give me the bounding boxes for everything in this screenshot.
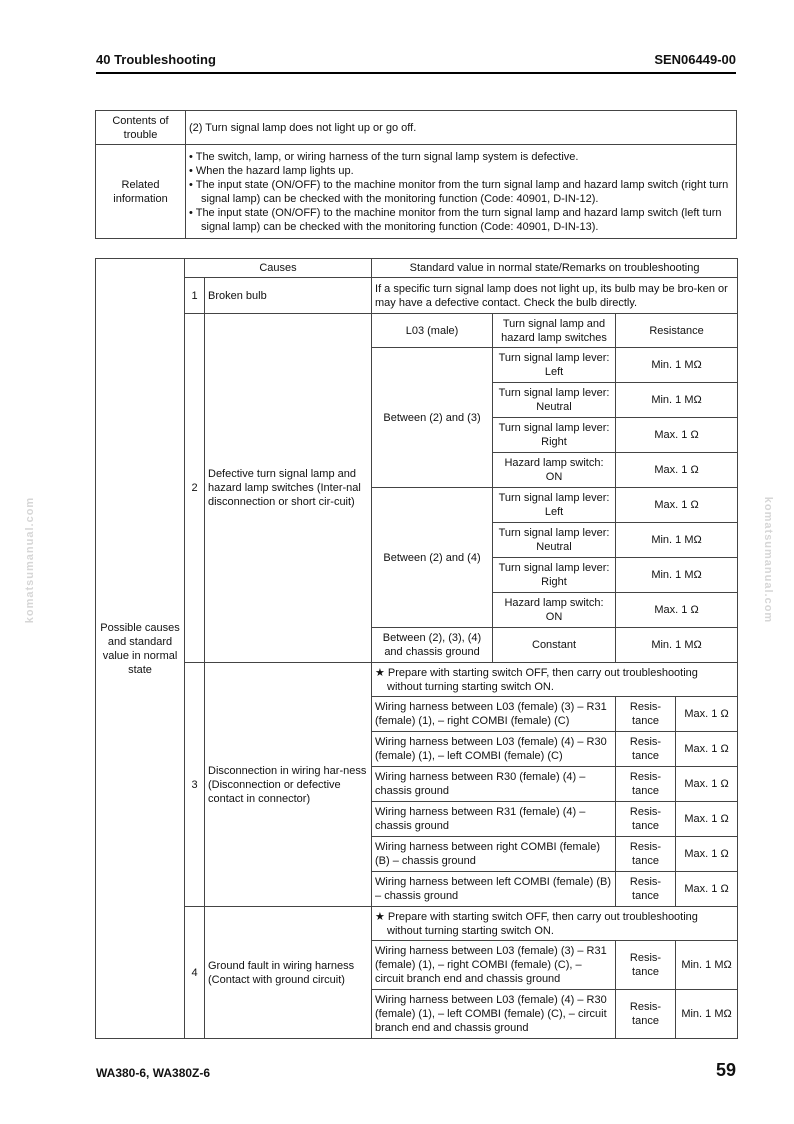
cause-number: 3 [185,663,205,907]
measure-point: Between (2) and (4) [372,488,493,628]
watermark-left: komatsumanual.com [24,496,36,624]
cause-number: 2 [185,314,205,663]
resistance-header: Resistance [616,314,738,348]
check-type: Resis-tance [616,697,676,732]
switch-condition: Turn signal lamp lever: Left [493,488,616,523]
page-header [96,52,736,74]
resistance-value: Min. 1 MΩ [616,348,738,383]
related-information-label: Related information [96,145,186,239]
cause-description: Defective turn signal lamp and hazard lamp switches (Inter-nal disconnection or short cir-cuit) [205,314,372,663]
preparation-text: ★ Prepare with starting switch OFF, then carry out troubleshooting without turning starting switch ON. [375,666,698,693]
trouble-info-table [95,110,737,239]
cause-description: Broken bulb [205,278,372,314]
related-information-list [189,150,733,234]
standard-value: Max. 1 Ω [676,872,738,907]
related-item: • When the hazard lamp lights up. [189,164,733,178]
check-type: Resis-tance [616,767,676,802]
measure-point: Between (2) and (3) [372,348,493,488]
resistance-value: Max. 1 Ω [616,418,738,453]
related-item: • The input state (ON/OFF) to the machine monitor from the turn signal lamp and hazard lamp switch (left turn signal lamp) can be checked with the monitoring function (Code: 40901, D-IN-13). [189,206,733,234]
wiring-harness-section: Wiring harness between right COMBI (female) (B) – chassis ground [372,837,616,872]
switch-condition: Turn signal lamp lever: Neutral [493,383,616,418]
standard-value: Max. 1 Ω [676,802,738,837]
preparation-note [372,663,738,697]
check-type: Resis-tance [616,802,676,837]
check-type: Resis-tance [616,941,676,990]
resistance-value: Max. 1 Ω [616,593,738,628]
cause-description: Ground fault in wiring harness (Contact with ground circuit) [205,907,372,1039]
switch-header: Turn signal lamp and hazard lamp switches [493,314,616,348]
switch-condition: Turn signal lamp lever: Neutral [493,523,616,558]
check-type: Resis-tance [616,872,676,907]
check-type: Resis-tance [616,732,676,767]
check-type: Resis-tance [616,837,676,872]
wiring-harness-section: Wiring harness between L03 (female) (4) – R30 (female) (1), – left COMBI (female) (C), – circuit branch end and chassis ground [372,990,616,1039]
resistance-value: Min. 1 MΩ [616,558,738,593]
switch-condition: Constant [493,628,616,663]
standard-value: Max. 1 Ω [676,732,738,767]
causes-header: Causes [185,259,372,278]
switch-condition: Hazard lamp switch: ON [493,593,616,628]
wiring-harness-section: Wiring harness between R30 (female) (4) – chassis ground [372,767,616,802]
wiring-harness-section: Wiring harness between L03 (female) (3) – R31 (female) (1), – right COMBI (female) (C) [372,697,616,732]
switch-condition: Hazard lamp switch: ON [493,453,616,488]
check-type: Resis-tance [616,990,676,1039]
cause-number: 4 [185,907,205,1039]
wiring-harness-section: Wiring harness between L03 (female) (3) – R31 (female) (1), – right COMBI (female) (C), – circuit branch end and chassis ground [372,941,616,990]
wiring-harness-section: Wiring harness between left COMBI (female) (B) – chassis ground [372,872,616,907]
related-information-cell [186,145,737,239]
wiring-harness-section: Wiring harness between L03 (female) (4) – R30 (female) (1), – left COMBI (female) (C) [372,732,616,767]
cause-remark: If a specific turn signal lamp does not light up, its bulb may be bro-ken or may have a defective contact. Check the bulb directly. [372,278,738,314]
preparation-note [372,907,738,941]
possible-causes-label: Possible causes and standard value in normal state [96,259,185,1039]
document-code: SEN06449-00 [654,52,736,67]
standard-value: Min. 1 MΩ [676,941,738,990]
cause-description: Disconnection in wiring har-ness (Disconnection or defective contact in connector) [205,663,372,907]
section-title: 40 Troubleshooting [96,52,216,67]
preparation-text: ★ Prepare with starting switch OFF, then carry out troubleshooting without turning starting switch ON. [375,910,698,937]
switch-condition: Turn signal lamp lever: Left [493,348,616,383]
connector-header: L03 (male) [372,314,493,348]
switch-condition: Turn signal lamp lever: Right [493,418,616,453]
standard-value-header: Standard value in normal state/Remarks on troubleshooting [372,259,738,278]
related-item: • The input state (ON/OFF) to the machine monitor from the turn signal lamp and hazard lamp switch (right turn signal lamp) can be checked with the monitoring function (Code: 40901, D-IN-12). [189,178,733,206]
model-name: WA380-6, WA380Z-6 [96,1066,211,1080]
watermark-right: komatsumanual.com [762,496,774,624]
page-number: 59 [715,1060,736,1080]
resistance-value: Min. 1 MΩ [616,383,738,418]
resistance-value: Min. 1 MΩ [616,628,738,663]
resistance-value: Max. 1 Ω [616,488,738,523]
standard-value: Max. 1 Ω [676,837,738,872]
cause-number: 1 [185,278,205,314]
resistance-value: Max. 1 Ω [616,453,738,488]
related-item: • The switch, lamp, or wiring harness of the turn signal lamp system is defective. [189,150,733,164]
contents-of-trouble-text: (2) Turn signal lamp does not light up or go off. [186,111,737,145]
contents-of-trouble-label: Contents of trouble [96,111,186,145]
standard-value: Max. 1 Ω [676,767,738,802]
resistance-value: Min. 1 MΩ [616,523,738,558]
wiring-harness-section: Wiring harness between R31 (female) (4) – chassis ground [372,802,616,837]
measure-point: Between (2), (3), (4) and chassis ground [372,628,493,663]
standard-value: Max. 1 Ω [676,697,738,732]
switch-condition: Turn signal lamp lever: Right [493,558,616,593]
standard-value: Min. 1 MΩ [676,990,738,1039]
causes-table [95,258,738,1039]
